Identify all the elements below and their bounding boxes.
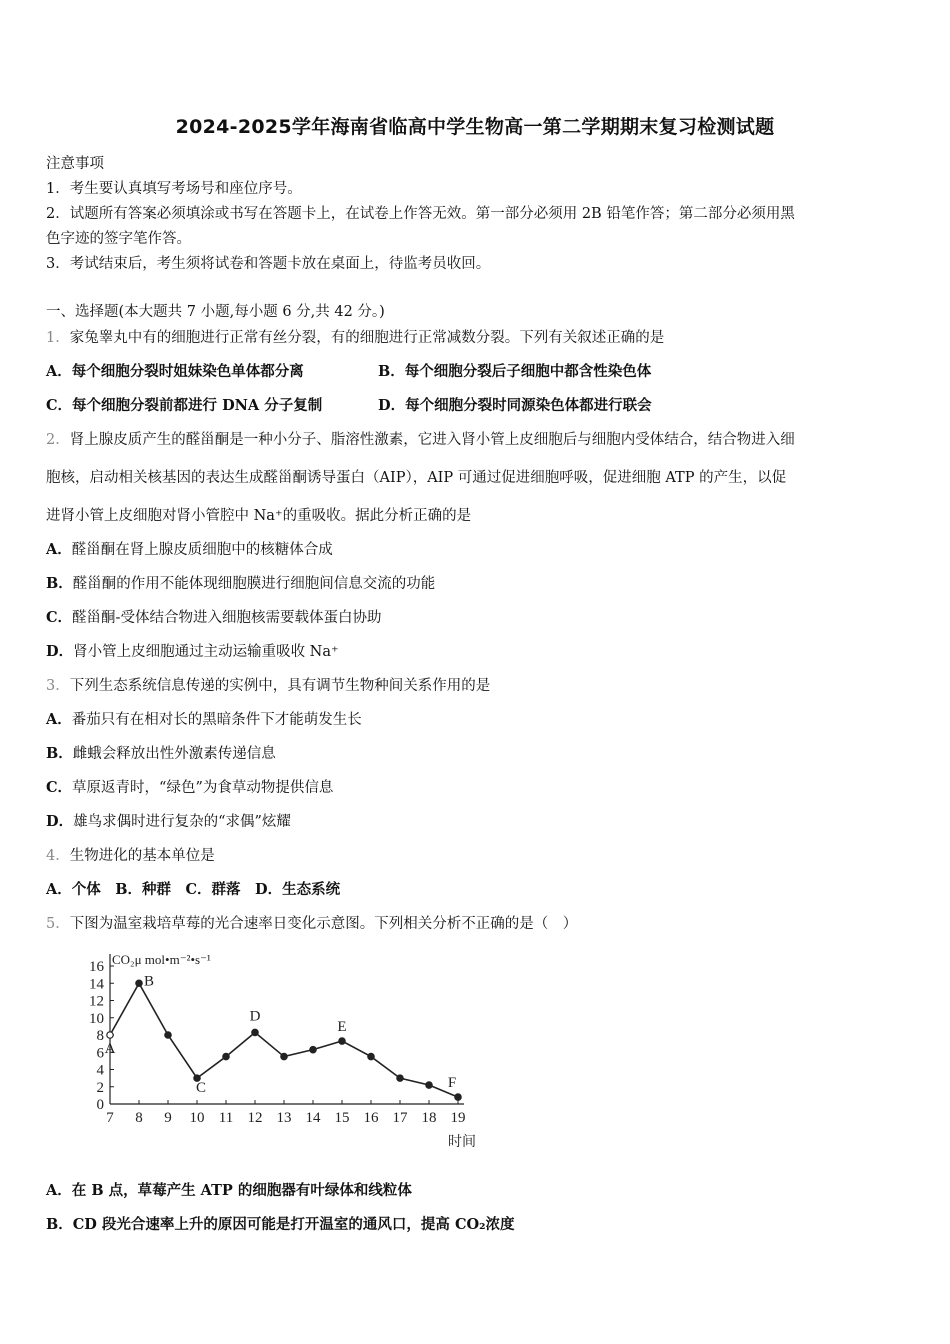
q1-option-d: D．每个细胞分裂时同源染色体都进行联会 xyxy=(378,397,652,414)
question-3-stem xyxy=(46,674,490,695)
q4-options: A．个体 B．种群 C．群落 D．生态系统 xyxy=(46,881,341,898)
y-tick-label: 16 xyxy=(89,959,104,975)
x-tick-label: 18 xyxy=(421,1110,437,1126)
option-text: 肾小管上皮细胞通过主动运输重吸收 Na⁺ xyxy=(73,644,339,660)
data-point xyxy=(223,1053,229,1059)
question-2-line1 xyxy=(46,428,795,449)
y-tick-label: 6 xyxy=(96,1045,104,1062)
question-text: 肾上腺皮质产生的醛甾酮是一种小分子、脂溶性激素，它进入肾小管上皮细胞后与细胞内受体结合，结合物进入细 xyxy=(69,432,795,448)
question-text: 家兔睾丸中有的细胞进行正常有丝分裂，有的细胞进行正常减数分裂。下列有关叙述正确的是 xyxy=(69,330,665,346)
question-number: 5． xyxy=(46,916,70,932)
data-point xyxy=(368,1053,374,1059)
option-text: 雌蛾会释放出性外激素传递信息 xyxy=(72,746,276,762)
x-tick-label: 17 xyxy=(392,1110,408,1126)
x-tick-label: 19 xyxy=(450,1110,466,1126)
data-point xyxy=(426,1082,432,1088)
x-tick-label: 12 xyxy=(247,1110,263,1126)
question-text: 下图为温室栽培草莓的光合速率日变化示意图。下列相关分析不正确的是（ ） xyxy=(69,916,578,932)
option-letter: A． xyxy=(46,1182,72,1199)
point-label-b: B xyxy=(143,973,155,990)
notice-item-2: 2．试题所有答案必须填涂或书写在答题卡上，在试卷上作答无效。第一部分必须用 2B 铅笔作答；第二部分必须用黑 xyxy=(46,206,795,222)
option-text: 草原返青时，“绿色”为食草动物提供信息 xyxy=(72,780,334,796)
q3-option-c xyxy=(46,776,333,797)
x-tick-label: 16 xyxy=(363,1110,379,1126)
x-axis-label: 时间 xyxy=(448,1135,476,1150)
notice-item-2-cont: 色字迹的签字笔作答。 xyxy=(46,231,191,247)
option-letter: D． xyxy=(46,813,74,830)
q2-option-c xyxy=(46,606,381,627)
option-letter: B． xyxy=(46,1216,73,1233)
data-point xyxy=(339,1038,345,1044)
point-label-e: E xyxy=(337,1019,347,1036)
point-label-a: A xyxy=(104,1041,116,1057)
y-tick-label: 4 xyxy=(96,1062,104,1079)
x-tick-label: 7 xyxy=(106,1110,114,1126)
question-number: 1． xyxy=(46,330,70,346)
data-point xyxy=(281,1053,287,1059)
point-label-f: F xyxy=(447,1075,457,1092)
option-text: 醛甾酮在肾上腺皮质细胞中的核糖体合成 xyxy=(71,542,333,558)
option-text: 番茄只有在相对长的黑暗条件下才能萌发生长 xyxy=(71,712,362,728)
q1-option-b: B．每个细胞分裂后子细胞中都含性染色体 xyxy=(378,363,652,380)
notice-item-1: 1．考生要认真填写考场号和座位序号。 xyxy=(46,181,302,197)
series-line xyxy=(110,983,458,1097)
q2-option-d xyxy=(46,640,339,661)
question-5-stem xyxy=(46,912,577,933)
option-text: CD 段光合速率上升的原因可能是打开温室的通风口，提高 CO₂浓度 xyxy=(72,1216,515,1233)
data-point xyxy=(455,1094,461,1100)
question-text: 生物进化的基本单位是 xyxy=(69,848,215,864)
photosynthesis-rate-chart xyxy=(70,948,490,1153)
data-point xyxy=(397,1075,403,1081)
option-letter: B． xyxy=(46,575,73,592)
y-axis-label: CO₂μ mol•m⁻²•s⁻¹ xyxy=(112,952,211,967)
option-text: 雄鸟求偶时进行复杂的“求偶”炫耀 xyxy=(73,814,291,830)
q5-option-a xyxy=(46,1179,412,1200)
question-4-stem xyxy=(46,844,215,865)
q1-option-c: C．每个细胞分裂前都进行 DNA 分子复制 xyxy=(46,397,323,414)
x-tick-label: 14 xyxy=(305,1110,321,1126)
q3-option-b xyxy=(46,742,276,763)
question-2-line2: 胞核，启动相关核基因的表达生成醛甾酮诱导蛋白（AIP），AIP 可通过促进细胞呼吸，促进细胞 ATP 的产生，以促 xyxy=(46,470,787,486)
notice-item-3: 3．考试结束后，考生须将试卷和答题卡放在桌面上，待监考员收回。 xyxy=(46,256,491,272)
option-letter: C． xyxy=(46,779,73,796)
option-letter: B． xyxy=(46,745,73,762)
data-point xyxy=(310,1046,316,1052)
y-tick-label: 10 xyxy=(89,1010,104,1027)
data-point xyxy=(165,1032,171,1038)
y-tick-label: 12 xyxy=(89,993,104,1010)
x-tick-label: 10 xyxy=(189,1110,205,1126)
q1-option-a: A．每个细胞分裂时姐妹染色单体都分离 xyxy=(46,363,304,380)
question-1-stem xyxy=(46,326,664,347)
q2-option-a xyxy=(46,538,333,559)
q3-option-d xyxy=(46,810,291,831)
option-letter: A． xyxy=(46,711,72,728)
data-point xyxy=(252,1029,258,1035)
option-text: 在 B 点，草莓产生 ATP 的细胞器有叶绿体和线粒体 xyxy=(71,1182,412,1199)
question-2-line3: 进肾小管上皮细胞对肾小管腔中 Na⁺的重吸收。据此分析正确的是 xyxy=(46,508,472,524)
option-text: 醛甾酮-受体结合物进入细胞核需要载体蛋白协助 xyxy=(72,610,382,626)
point-label-d: D xyxy=(249,1008,261,1025)
x-tick-label: 11 xyxy=(218,1110,234,1126)
x-tick-label: 9 xyxy=(164,1110,172,1126)
question-number: 4． xyxy=(46,848,70,864)
q3-option-a xyxy=(46,708,362,729)
question-number: 2． xyxy=(46,432,70,448)
option-letter: C． xyxy=(46,609,73,626)
option-letter: D． xyxy=(46,643,74,660)
notice-heading: 注意事项 xyxy=(46,156,104,172)
section-heading: 一、选择题(本大题共 7 小题,每小题 6 分,共 42 分。) xyxy=(46,304,385,320)
y-tick-label: 8 xyxy=(96,1028,104,1044)
q5-option-b xyxy=(46,1213,515,1234)
q2-option-b xyxy=(46,572,435,593)
x-tick-label: 15 xyxy=(334,1110,350,1126)
option-letter: A． xyxy=(46,541,72,558)
data-point xyxy=(107,1032,113,1038)
y-tick-label: 14 xyxy=(89,976,104,993)
data-point xyxy=(136,980,142,986)
question-number: 3． xyxy=(46,678,70,694)
page-title: 2024-2025学年海南省临高中学生物高一第二学期期末复习检测试题 xyxy=(175,116,775,138)
x-tick-label: 13 xyxy=(276,1110,292,1126)
point-label-c: C xyxy=(195,1080,207,1097)
y-tick-label: 2 xyxy=(96,1079,104,1096)
question-text: 下列生态系统信息传递的实例中，具有调节生物种间关系作用的是 xyxy=(69,678,491,694)
y-tick-label: 0 xyxy=(96,1097,104,1113)
x-tick-label: 8 xyxy=(135,1110,143,1126)
option-text: 醛甾酮的作用不能体现细胞膜进行细胞间信息交流的功能 xyxy=(72,576,436,592)
